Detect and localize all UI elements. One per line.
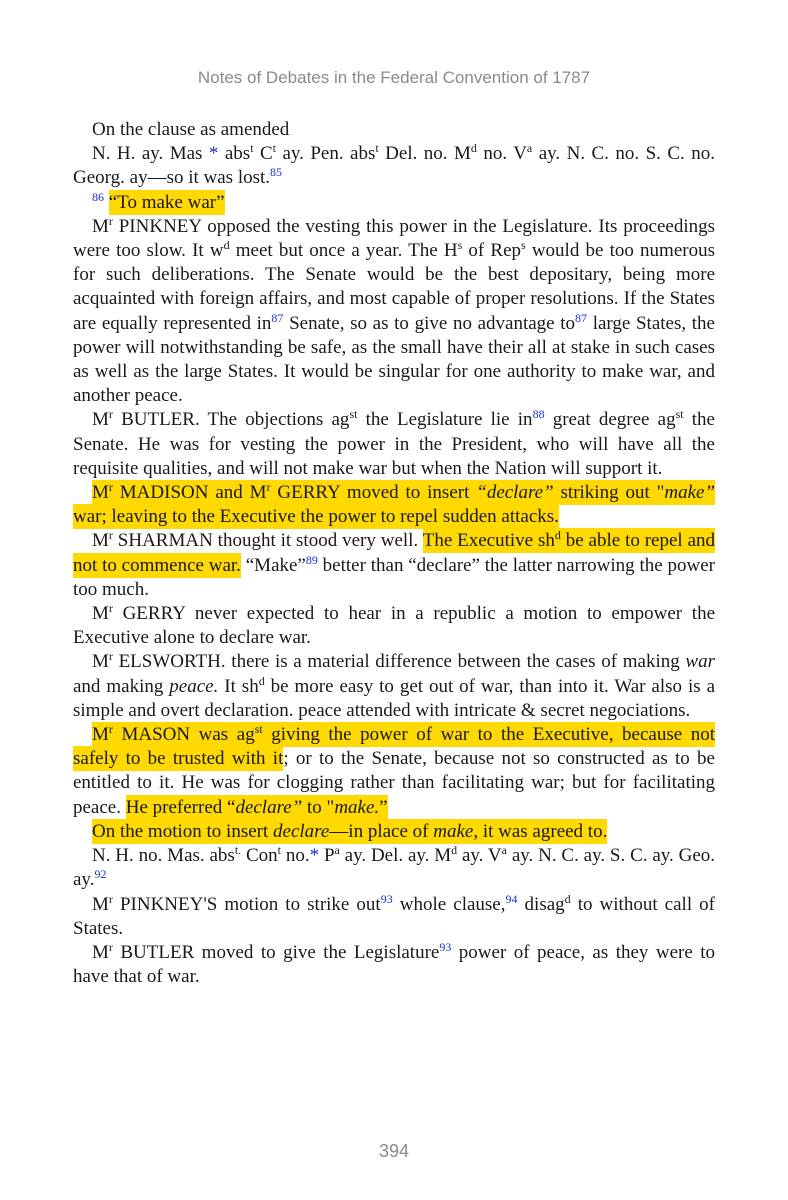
text: would be too numerous for such deliberations. The Senate would be the best depositary, being more acquainted with foreign affairs, and most capable of proper resolutions. If the States are equally represented in <box>73 240 715 334</box>
footnote-link[interactable]: 88 <box>532 407 545 422</box>
superscript: r <box>108 601 113 616</box>
text: MADISON and M <box>112 482 267 504</box>
superscript: a <box>501 843 507 858</box>
paragraph <box>73 893 715 941</box>
text: ay. N. C. no. S. C. no. Georg. ay—so it was lost. <box>73 143 715 189</box>
text: ELSWORTH. there is a material difference between the cases of making <box>112 651 686 673</box>
text: power of peace, as they were to have that of war. <box>73 941 716 988</box>
text: M <box>92 893 109 915</box>
italic-text: “declare” <box>476 482 554 504</box>
text: N. H. ay. Mas <box>92 143 209 165</box>
text: PINKNEY'S motion to strike out <box>112 893 381 915</box>
text: , it was agreed to. <box>473 820 608 842</box>
text: of Rep <box>462 240 521 262</box>
text: He preferred “ <box>125 796 236 818</box>
superscript: t <box>250 141 254 156</box>
footnote-link[interactable]: 86 <box>92 189 104 204</box>
superscript: d <box>470 141 477 156</box>
italic-text: make. <box>334 796 380 818</box>
italic-text: declare” <box>235 796 303 818</box>
text: On the clause as amended <box>92 119 290 140</box>
text: M <box>92 482 109 504</box>
text: —in place of <box>329 820 434 842</box>
superscript: r <box>108 649 113 664</box>
text: giving the power of war to the Executive, because not safely to be trusted with it <box>73 724 716 770</box>
footnote-link[interactable]: 89 <box>305 552 318 567</box>
text: striking out " <box>553 482 665 504</box>
superscript: a <box>334 843 340 858</box>
superscript: t. <box>234 843 242 858</box>
text: ” <box>379 796 388 818</box>
text: The Executive sh <box>422 530 555 552</box>
text: C <box>253 143 273 165</box>
text: M <box>92 603 109 625</box>
paragraph <box>73 602 715 650</box>
text: N. H. no. Mas. abs <box>92 845 235 867</box>
text: to " <box>302 796 335 818</box>
text: ay. Del. ay. M <box>339 845 452 867</box>
text: to without call of States. <box>73 893 715 939</box>
text: It sh <box>218 675 259 697</box>
text: P <box>319 845 335 867</box>
superscript: d <box>223 238 230 253</box>
superscript: r <box>108 480 113 495</box>
paragraph <box>73 723 715 820</box>
superscript: t <box>272 141 276 156</box>
text: better than “declare” the latter narrowing the power too much. <box>73 554 715 600</box>
superscript: s <box>457 238 463 253</box>
text: abs <box>218 143 251 165</box>
text: the Legislature lie in <box>357 409 533 431</box>
footnote-link[interactable]: 87 <box>575 310 588 325</box>
paragraph <box>73 118 715 142</box>
text: be more easy to get out of war, than into it. War also is a simple and overt declaration. peace attended with intricate & secret negociations. <box>73 675 715 721</box>
superscript: t <box>277 843 282 858</box>
text: “Make” <box>240 554 306 576</box>
paragraph <box>73 481 715 529</box>
italic-text: declare <box>273 820 330 842</box>
superscript: d <box>258 673 265 688</box>
paragraph <box>73 650 715 723</box>
superscript: r <box>108 213 113 228</box>
text: BUTLER moved to give the Legislature <box>112 941 440 963</box>
text: M <box>92 651 109 673</box>
highlight[interactable] <box>92 819 607 844</box>
italic-text: war <box>685 651 715 673</box>
text: BUTLER. The objections ag <box>112 409 350 431</box>
paragraph <box>73 408 715 481</box>
italic-text: make <box>433 820 474 842</box>
text: meet but once a year. The H <box>229 240 458 262</box>
superscript: r <box>108 939 113 954</box>
superscript: r <box>108 528 113 543</box>
footnote-link[interactable]: 85 <box>270 165 283 180</box>
superscript: d <box>451 843 458 858</box>
text: GERRY never expected to hear in a republic a motion to empower the Executive alone to declare war. <box>73 603 715 649</box>
text: whole clause, <box>392 893 506 915</box>
text: M <box>92 530 109 552</box>
italic-text: make” <box>664 482 716 504</box>
text: GERRY moved to insert <box>270 482 477 504</box>
footnote-link[interactable]: 93 <box>380 891 393 906</box>
superscript: a <box>526 141 533 156</box>
paragraph <box>73 820 715 844</box>
text: disag <box>517 893 565 915</box>
text: ay. Pen. abs <box>276 143 376 165</box>
book-title-header: Notes of Debates in the Federal Convention of 1787 <box>197 68 591 87</box>
text: MASON was ag <box>112 724 255 746</box>
paragraph <box>73 941 715 989</box>
text: war; leaving to the Executive the power to repel sudden attacks. <box>73 506 559 528</box>
text: ay. N. C. ay. S. C. ay. Geo. ay. <box>73 845 716 891</box>
text: ; or to the Senate, because not so constructed as to be entitled to it. He was for clogging rather than facilitating war; but for facilitating peace. <box>73 748 715 818</box>
text: large States, the power will notwithstanding be safe, as the small have their all at stake in such cases as well as the large States. It would be singular for one authority to make war, and another peace. <box>73 312 715 407</box>
superscript: r <box>108 891 113 906</box>
text: Senate, so as to give no advantage to <box>283 312 576 334</box>
superscript: r <box>266 480 271 495</box>
text: M <box>92 409 109 431</box>
text: great degree ag <box>544 409 676 431</box>
text: M <box>92 724 109 746</box>
text: no. <box>281 845 310 867</box>
page-number: 394 <box>378 1141 410 1161</box>
footnote-link[interactable]: 92 <box>94 867 107 882</box>
footnote-link[interactable]: 87 <box>271 310 284 325</box>
text: On the motion to insert <box>92 820 274 842</box>
superscript: r <box>108 407 113 422</box>
superscript: d <box>564 891 571 906</box>
highlight[interactable] <box>126 795 388 820</box>
paragraph <box>73 191 715 215</box>
text: Con <box>241 845 278 867</box>
superscript: st <box>675 407 684 422</box>
footnote-link[interactable]: * <box>309 845 320 867</box>
italic-text: peace. <box>169 675 219 697</box>
text: ay. V <box>457 845 502 867</box>
text: SHARMAN thought it stood very well. <box>112 530 423 552</box>
text: the Senate. He was for vesting the power in the President, who will have all the requisite qualities, and will not make war but when the Nation will support it. <box>73 409 715 479</box>
text: no. V <box>476 143 527 165</box>
text: and making <box>73 675 170 697</box>
footnote-link[interactable]: * <box>208 143 219 165</box>
text: PINKNEY opposed the vesting this power in the Legislature. Its proceedings were too slow. It w <box>73 215 715 262</box>
text: M <box>92 941 109 963</box>
footnote-link[interactable]: 94 <box>505 891 518 906</box>
highlight[interactable]: “To make war” <box>108 191 225 213</box>
superscript: st <box>254 722 263 737</box>
vote-paragraph <box>73 142 715 190</box>
superscript: d <box>554 528 561 543</box>
page-body <box>73 118 715 989</box>
footnote-link[interactable]: 93 <box>439 939 452 954</box>
text: Del. no. M <box>378 143 471 165</box>
paragraph <box>73 215 715 409</box>
text: M <box>92 215 109 237</box>
highlight[interactable] <box>73 480 715 529</box>
text: be able to repel and not to commence war. <box>73 530 716 576</box>
paragraph <box>73 529 715 602</box>
superscript: s <box>521 238 526 253</box>
superscript: st <box>349 407 358 422</box>
superscript: r <box>108 722 113 737</box>
vote-paragraph <box>73 844 715 892</box>
superscript: t <box>375 141 379 156</box>
